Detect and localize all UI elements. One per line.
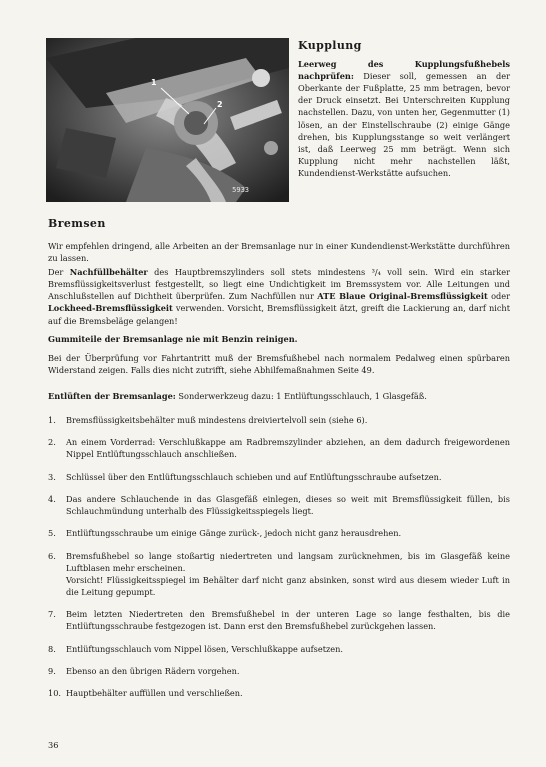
step-text: Das andere Schlauchende in das Glasgefäß einlegen, dieses so weit mit Bremsflüssigkeit füllen, bis Schlauchmündung unterhalb des Flüssigkeitsspiegels liegt.: [66, 493, 510, 517]
step-item: [48, 665, 510, 677]
bremsen-entlueften-intro: [48, 390, 510, 402]
step-text: Schlüssel über den Entlüftungsschlauch schieben und auf Entlüftungsschraube aufsetzen.: [66, 471, 442, 482]
kupplung-text: [298, 58, 510, 179]
step-number: 1.: [48, 415, 56, 426]
step-number: 9.: [48, 665, 56, 676]
step-number: 5.: [48, 528, 56, 539]
step-text: Beim letzten Niedertreten den Bremsfußhebel in der unteren Lage so lange festhalten, bis die Entlüftungsschraube festgezogen ist. Dann erst den Bremsfußhebel zurückgehen lassen.: [66, 609, 510, 632]
photo-label-1: 1: [151, 78, 157, 87]
step-text: Entlüftungsschlauch vom Nippel lösen, Verschlußkappe aufsetzen.: [66, 643, 344, 654]
step-text: An einem Vorderrad: Verschlußkappe am Radbremszylinder abziehen, an dem dadurch freigewordenen Nippel Entlüftungsschlauch anschließen.: [66, 437, 510, 460]
p2-text-e: verwenden. Vorsicht, Bremsflüssigkeit ätzt, greift die Lackierung an, darf nicht auf die Bremsbeläge gelangen!: [48, 303, 510, 326]
step-text: Entlüftungsschraube um einige Gänge zurück-, jedoch nicht ganz herausdrehen.: [66, 528, 402, 539]
step-item: [48, 493, 510, 517]
step-text: Ebenso an den übrigen Rädern vorgehen.: [66, 665, 240, 676]
step-text: Bremsfußhebel so lange stoßartig niedertreten und langsam zurücknehmen, bis im Glasgefäß keine Luftblasen mehr erscheinen.: [66, 550, 510, 573]
step-item: [48, 471, 510, 483]
step-item: [48, 643, 510, 655]
step-item: [48, 687, 510, 699]
step-text: Hauptbehälter auffüllen und verschließen.: [66, 688, 243, 699]
bremsen-paragraph-4: Bei der Überprüfung vor Fahrtantritt muß der Bremsfußhebel nach normalem Pedalweg einen spürbaren Widerstand zeigen. Falls dies nicht zutrifft, siehe Abhilfemaßnahmen Seite 49.: [48, 352, 510, 375]
bremsen-paragraph-2: [48, 266, 510, 326]
kupplung-title: Kupplung: [298, 39, 362, 52]
kupplung-body: Dieser soll, gemessen an der Oberkante der Fußplatte, 25 mm betragen, bevor der Druck einsetzt. Bei Unterschreiten Kupplung nachstellen. Dazu, von unten her, Gegenmutter (1) lösen, an der Einstellschraube (2) einige Gänge drehen, bis Kupplungsstange so weit verlängert ist, daß Leerweg 25 mm beträgt. Wenn sich Kupplung nicht mehr nachstellen läßt, Kundendienst-Werkstätte aufsuchen.: [298, 71, 510, 178]
step-number: 7.: [48, 609, 56, 620]
bremsen-warning-text: Gummiteile der Bremsanlage nie mit Benzin reinigen.: [48, 333, 298, 344]
step-number: 8.: [48, 643, 56, 654]
step-item: [48, 414, 510, 426]
step-number: 4.: [48, 493, 56, 504]
entlueften-heading: Entlüften der Bremsanlage:: [48, 390, 176, 401]
p2-bold-nachfuellbehaelter: Nachfüllbehälter: [69, 267, 148, 278]
kupplung-section: [298, 40, 510, 179]
p2-bold-ate: ATE Blaue Original-Bremsflüssigkeit: [317, 291, 488, 302]
photo-label-2: 2: [217, 100, 223, 109]
step-number: 6.: [48, 550, 56, 561]
step-number: 3.: [48, 471, 56, 482]
bremsen-paragraph-1: Wir empfehlen dringend, alle Arbeiten an der Bremsanlage nur in einer Kundendienst-Werkstätte durchführen zu lassen.: [48, 241, 510, 264]
bremsen-warning: [48, 333, 510, 345]
p2-bold-lockheed: Lockheed-Bremsflüssigkeit: [48, 303, 173, 314]
step-item: [48, 436, 510, 460]
step-item: [48, 527, 510, 539]
bremsen-body: [48, 240, 510, 709]
entlueften-steps-list: [48, 414, 510, 699]
kupplung-lead: Leerweg des Kupplungsfußhebels nachprüfen:: [298, 59, 510, 82]
photo-illustration: [46, 38, 289, 202]
p2-text-a: Der: [48, 267, 70, 278]
p2-text-d: oder: [487, 291, 510, 302]
photo-number: 5933: [232, 186, 249, 194]
step-caution: Vorsicht! Flüssigkeitsspiegel im Behälter darf nicht ganz absinken, sonst wird aus diesem wieder Luft in die Leitung gepumpt.: [66, 574, 510, 597]
entlueften-tools: Sonderwerkzeug dazu: 1 Entlüftungsschlauch, 1 Glasgefäß.: [175, 390, 427, 401]
p2-text-c: des Hauptbremszylinders soll stets mindestens ³/₄ voll sein. Wird ein starker Bremsflüssigkeitsverlust festgestellt, so liegt eine Undichtigkeit im Bremssystem vor. Alle Leitungen und Anschlußstellen auf Dichtheit überprüfen. Zum Nachfüllen nur: [48, 267, 510, 302]
page-number: 36: [48, 740, 59, 750]
step-number: 2.: [48, 437, 56, 448]
step-number: 10.: [48, 688, 62, 699]
step-item: [48, 550, 510, 598]
step-item: [48, 608, 510, 632]
step-text: Bremsflüssigkeitsbehälter muß mindestens dreiviertelvoll sein (siehe 6).: [66, 415, 368, 426]
clutch-mechanism-photo: [46, 38, 289, 202]
bremsen-title: Bremsen: [48, 217, 106, 230]
